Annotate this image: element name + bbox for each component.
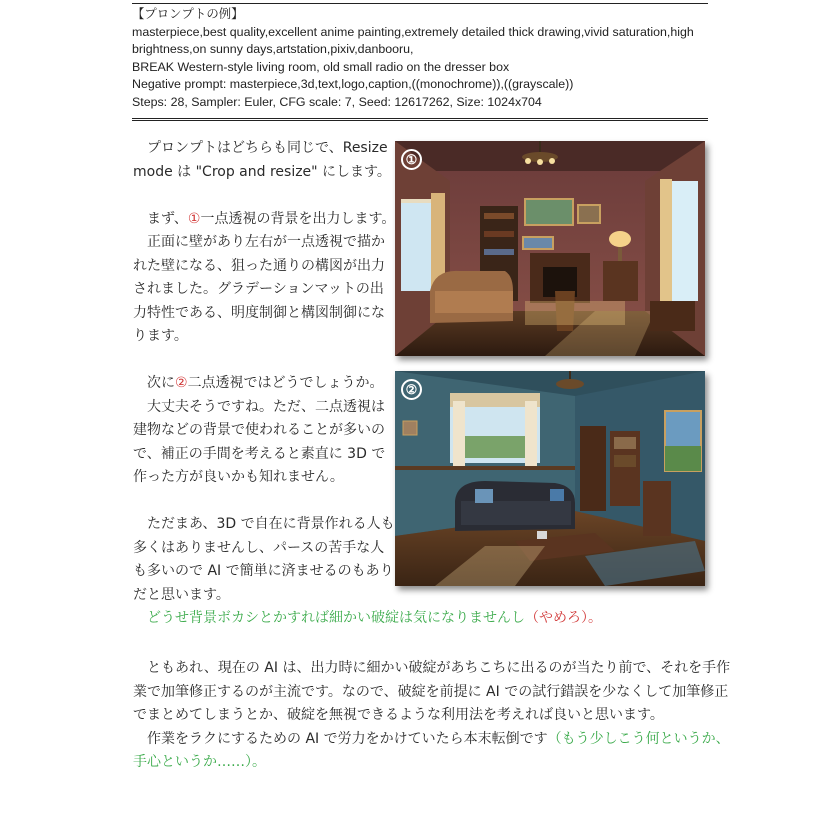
negative-prompt-line: Negative prompt: masterpiece,3d,text,logo,caption,((monochrome)),((grayscale)) [132,77,574,92]
paragraph-text: 次に [147,375,175,391]
aside-comment: （もう少しこう何というか、 [547,730,730,747]
paragraph-text: 正面に壁があり左右が一点透視で描か [147,234,385,250]
paragraph-text: 大丈夫そうですね。ただ、二点透視は [147,398,385,415]
prompt-heading: 【プロンプトの例】 [132,7,244,21]
two-point-perspective-image [395,371,705,586]
paragraph-text: でまとめてしまうとか、破綻を無視できるような利用法を考えれば良いと思います。 [133,707,664,723]
one-point-perspective-image [395,141,705,356]
figure-ref-1: ① [187,210,201,227]
paragraph-text: 多くはありませんし、パースの苦手な人 [133,539,385,556]
paragraph-text: ります。 [133,328,188,344]
aside-comment: どうせ背景ボカシとかすれば細かい破綻は気になりませんし [147,610,525,626]
paragraph-text: だと思います。 [133,586,230,603]
figure-badge-2: ② [401,379,422,400]
paragraph-text: も多いので AI で簡単に済ませるのもあり [133,563,394,579]
paragraph-text: 業で加筆修正するのが主流です。なので、破綻を前提に AI での試行錯誤を少なくして加筆修正 [133,683,729,700]
paragraph-text: されました。グラデーションマットの出 [133,281,384,297]
prompt-example-box [132,3,708,121]
paragraph-text: 作業をラクにするための AI で労力をかけていたら本末転倒です [147,730,548,747]
paragraph-text: 一点透視の背景を出力します。 [200,210,396,227]
aside-comment: 手心というか……）。 [133,754,266,770]
living-room-illustration-2 [395,371,705,586]
paragraph-text: ともあれ、現在の AI は、出力時に細かい破綻があちこちに出るのが当たり前で、それを手作 [147,660,731,676]
aside-retort: （やめろ）。 [525,610,602,626]
paragraph-text: 二点透視ではどうでしょうか。 [187,375,384,391]
paragraph-text: mode は "Crop and resize" にします。 [133,163,391,180]
paragraph-text: れた壁になる、狙った通りの構図が出力 [133,257,385,274]
section3-text [133,657,731,775]
figure-ref-2: ② [175,375,188,391]
section1-text [133,137,396,349]
section2-text [133,372,602,631]
paragraph-text: 建物などの背景で使われることが多いの [133,422,385,438]
prompt-line: brightness,on sunny days,artstation,pixiv,danbooru, [132,42,414,57]
paragraph-text: まず、 [147,210,188,227]
prompt-line: BREAK Western-style living room, old small radio on the dresser box [132,59,510,74]
paragraph-text: プロンプトはどちらも同じで、Resize [147,140,388,156]
figure-badge-1: ① [401,149,422,170]
generation-settings-line: Steps: 28, Sampler: Euler, CFG scale: 7, Seed: 12617262, Size: 1024x704 [132,94,542,109]
paragraph-text: で、補正の手間を考えると素直に 3D で [133,445,386,462]
paragraph-text: ただまあ、3D で自在に背景作れる人も [147,516,395,532]
paragraph-text: 作った方が良いかも知れません。 [133,469,344,485]
paragraph-text: 力特性である、明度制御と構図制御にな [133,304,385,321]
living-room-illustration-1 [395,141,705,356]
prompt-line: masterpiece,best quality,excellent anime painting,extremely detailed thick drawing,vivid saturation,high [132,24,694,39]
